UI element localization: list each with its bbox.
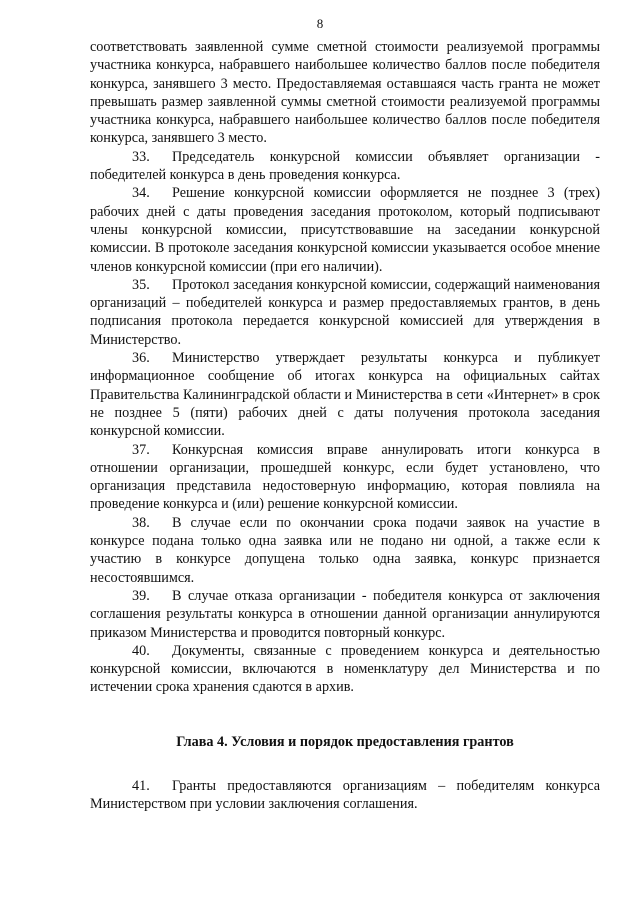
paragraph-33 xyxy=(90,148,600,185)
document-body xyxy=(90,38,600,814)
paragraph-36 xyxy=(90,349,600,440)
paragraph-text: Протокол заседания конкурсной комиссии, содержащий наименования организаций – победителей конкурса и размер предоставляемых грантов, в день подписания протокола передается конкурсной комиссией для утверждения в Министерство. xyxy=(90,276,600,348)
paragraph-number: 38. xyxy=(132,514,150,531)
paragraph-text: В случае отказа организации - победителя конкурса от заключения соглашения результаты конкурса в отношении данной организации аннулируются приказом Министерства и проводится повторный конкурс. xyxy=(90,587,600,641)
paragraph-text: Гранты предоставляются организациям – победителям конкурса Министерством при условии заключения соглашения. xyxy=(90,777,600,813)
intro-paragraph: соответствовать заявленной сумме сметной стоимости реализуемой программы участника конкурса, набравшего наибольшее количество баллов после победителя конкурса, занявшего 3 место. Предоставляемая оставшаяся часть гранта не может превышать размер заявленной суммы сметной стоимости реализуемой программы участника конкурса, набравшего наибольшее количество баллов после победителя конкурса, занявшего 3 место. xyxy=(90,39,600,147)
paragraph-37 xyxy=(90,441,600,514)
paragraph-number: 41. xyxy=(132,777,150,794)
paragraph-number: 40. xyxy=(132,642,150,659)
paragraph-text: Конкурсная комиссия вправе аннулировать итоги конкурса в отношении организации, прошедшей конкурс, если будет установлено, что организация представила недостоверную информацию, которая повлияла на проведение конкурса и (или) решение конкурсной комиссии. xyxy=(90,441,600,513)
paragraph-text: Председатель конкурсной комиссии объявляет организации - победителей конкурса в день проведения конкурса. xyxy=(90,148,600,184)
paragraph-number: 35. xyxy=(132,276,150,293)
page-number: 8 xyxy=(316,16,324,31)
paragraph-40 xyxy=(90,642,600,697)
paragraph-35 xyxy=(90,276,600,349)
paragraph-number: 33. xyxy=(132,148,150,165)
paragraph-text: Решение конкурсной комиссии оформляется не позднее 3 (трех) рабочих дней с даты проведения заседания протоколом, который подписывают члены конкурсной комиссии, присутствовавшие на заседании конкурсной комиссии. В протоколе заседания конкурсной комиссии указывается особое мнение членов конкурсной комиссии (при его наличии). xyxy=(90,185,600,275)
paragraph-number: 37. xyxy=(132,441,150,458)
paragraph-38 xyxy=(90,514,600,587)
paragraph-39 xyxy=(90,587,600,642)
paragraph-34 xyxy=(90,184,600,275)
paragraph-number: 36. xyxy=(132,350,150,367)
paragraph-text: Документы, связанные с проведением конкурса и деятельностью конкурсной комиссии, включаются в номенклатуру дел Министерства и по истечении срока хранения сдаются в архив. xyxy=(90,642,600,696)
paragraph-number: 39. xyxy=(132,587,150,604)
paragraph-number: 34. xyxy=(132,185,150,202)
paragraph-41 xyxy=(90,777,600,814)
chapter-heading: Глава 4. Условия и порядок предоставления грантов xyxy=(176,733,514,750)
paragraph-text: Министерство утверждает результаты конкурса и публикует информационное сообщение об итогах конкурса на официальных сайтах Правительства Калининградской области и Министерства в сети «Интернет» в срок не позднее 5 (пяти) рабочих дней с даты получения протокола заседания конкурсной комиссии. xyxy=(90,350,600,440)
paragraph-text: В случае если по окончании срока подачи заявок на участие в конкурсе подана только одна заявка или не подано ни одной, а также если к участию в конкурсе допущена только одна заявка, конкурс признается несостоявшимся. xyxy=(90,514,600,586)
